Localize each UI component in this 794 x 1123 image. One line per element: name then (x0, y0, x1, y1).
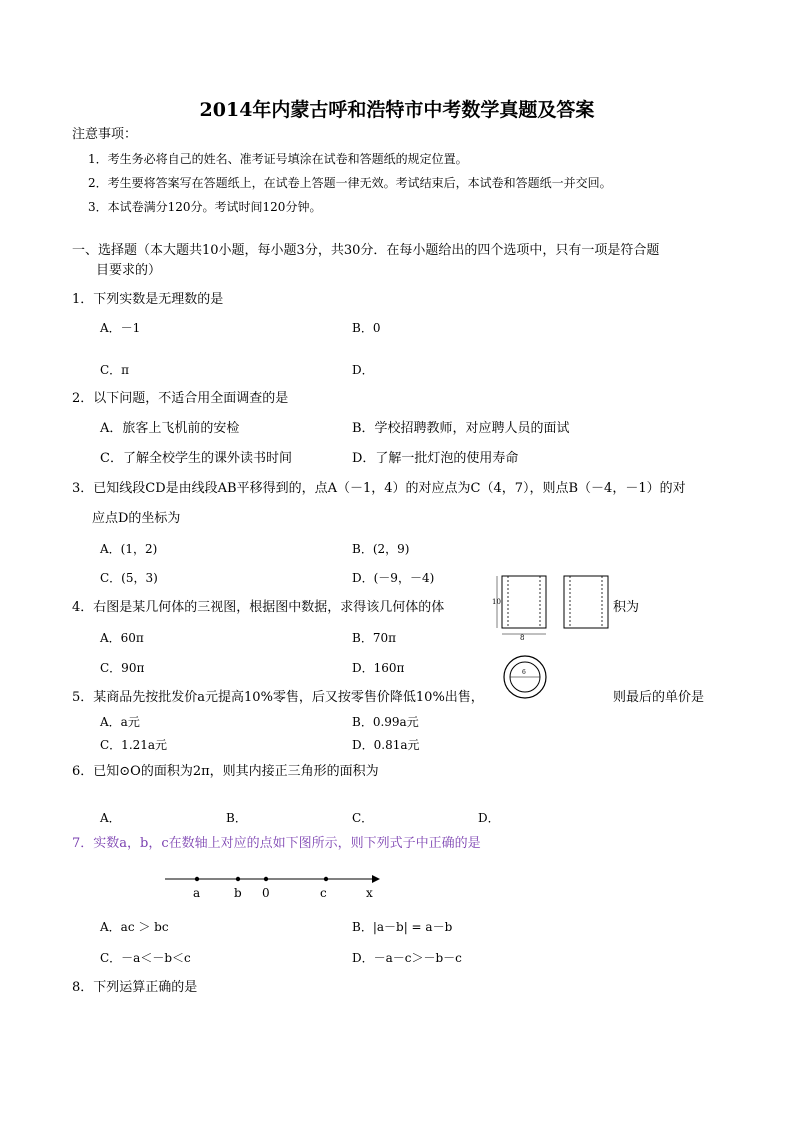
question-1-option-b: B．0 (352, 321, 381, 335)
question-2-stem: 2．以下问题，不适合用全面调查的是 (72, 391, 289, 406)
question-3-option-a: A．(1，2) (100, 542, 158, 556)
question-5-option-d: D．0.81a元 (352, 738, 420, 752)
three-view-figure (490, 568, 620, 703)
notice-item-2: 2．考生要将答案写在答题纸上，在试卷上答题一律无效。考试结束后，本试卷和答题纸一并交回。 (88, 176, 612, 190)
axis-label-a: a (193, 886, 201, 900)
question-8-stem: 8．下列运算正确的是 (72, 980, 198, 995)
question-6-option-a: A． (100, 811, 121, 825)
question-5-option-c: C．1.21a元 (100, 738, 168, 752)
page-title: 2014年内蒙古呼和浩特市中考数学真题及答案 (199, 99, 595, 121)
question-1-option-a: A．－1 (100, 321, 141, 335)
question-7-option-b: B．|a－b| = a－b (352, 920, 453, 934)
arrow-right-icon (372, 875, 380, 883)
axis-label-x: x (366, 886, 373, 900)
question-2-option-b: B．学校招聘教师，对应聘人员的面试 (352, 421, 570, 436)
question-2-option-d: D．了解一批灯泡的使用寿命 (352, 451, 519, 466)
question-6-option-c: C． (352, 811, 374, 825)
axis-label-zero: 0 (262, 886, 270, 900)
question-2-option-c: C．了解全校学生的课外读书时间 (100, 451, 292, 466)
section-heading: 一、选择题（本大题共10小题，每小题3分，共30分．在每小题给出的四个选项中，只有一项是符合题 (72, 243, 660, 258)
question-4-stem-end: 积为 (613, 600, 640, 615)
question-1-option-c: C．π (100, 363, 130, 377)
radius-label: 6 (522, 669, 526, 676)
side-view (564, 576, 608, 628)
question-5-stem-end: 则最后的单价是 (613, 690, 705, 705)
question-5-option-b: B．0.99a元 (352, 715, 419, 729)
question-3-option-d: D．(－9，－4) (352, 571, 435, 585)
question-4-option-c: C．90π (100, 661, 145, 675)
question-5-option-a: A．a元 (100, 715, 140, 729)
notice-item-3: 3．本试卷满分120分。考试时间120分钟。 (88, 200, 322, 214)
question-6-option-d: D． (478, 811, 500, 825)
question-6-stem: 6．已知⊙O的面积为2π，则其内接正三角形的面积为 (72, 764, 379, 779)
question-7-option-c: C．－a＜－b＜c (100, 951, 191, 965)
question-1-stem: 1．下列实数是无理数的是 (72, 292, 224, 307)
question-7-option-d: D．－a－c＞－b－c (352, 951, 462, 965)
width-label: 8 (520, 634, 525, 642)
question-4-option-d: D．160π (352, 661, 405, 675)
notice-heading: 注意事项： (72, 127, 138, 142)
question-3-stem-cont: 应点D的坐标为 (92, 511, 181, 526)
question-4-option-a: A．60π (100, 631, 144, 645)
question-3-stem: 3．已知线段CD是由线段AB平移得到的，点A（－1，4）的对应点为C（4，7），则点B（－4，－1）的对 (72, 481, 686, 496)
question-6-option-b: B． (226, 811, 247, 825)
notice-item-1: 1．考生务必将自己的姓名、准考证号填涂在试卷和答题纸的规定位置。 (88, 152, 468, 166)
number-line (160, 868, 390, 900)
height-label: 10 (492, 598, 501, 606)
question-5-stem: 5．某商品先按批发价a元提高10%零售，后又按零售价降低10%出售， (72, 690, 484, 705)
section-heading-cont: 目要求的） (96, 263, 162, 278)
question-4-option-b: B．70π (352, 631, 396, 645)
question-2-option-a: A．旅客上飞机前的安检 (100, 421, 240, 436)
question-7-stem: 7．实数a，b，c在数轴上对应的点如下图所示，则下列式子中正确的是 (72, 836, 481, 851)
question-3-option-b: B．(2，9) (352, 542, 410, 556)
question-7-option-a: A．ac ＞ bc (100, 920, 169, 934)
question-1-option-d: D． (352, 363, 374, 377)
question-4-stem: 4．右图是某几何体的三视图，根据图中数据，求得该几何体的体 (72, 600, 445, 615)
front-view (492, 576, 546, 642)
axis-label-c: c (320, 886, 327, 900)
axis-label-b: b (234, 886, 242, 900)
question-3-option-c: C．(5，3) (100, 571, 158, 585)
top-view (504, 656, 546, 698)
